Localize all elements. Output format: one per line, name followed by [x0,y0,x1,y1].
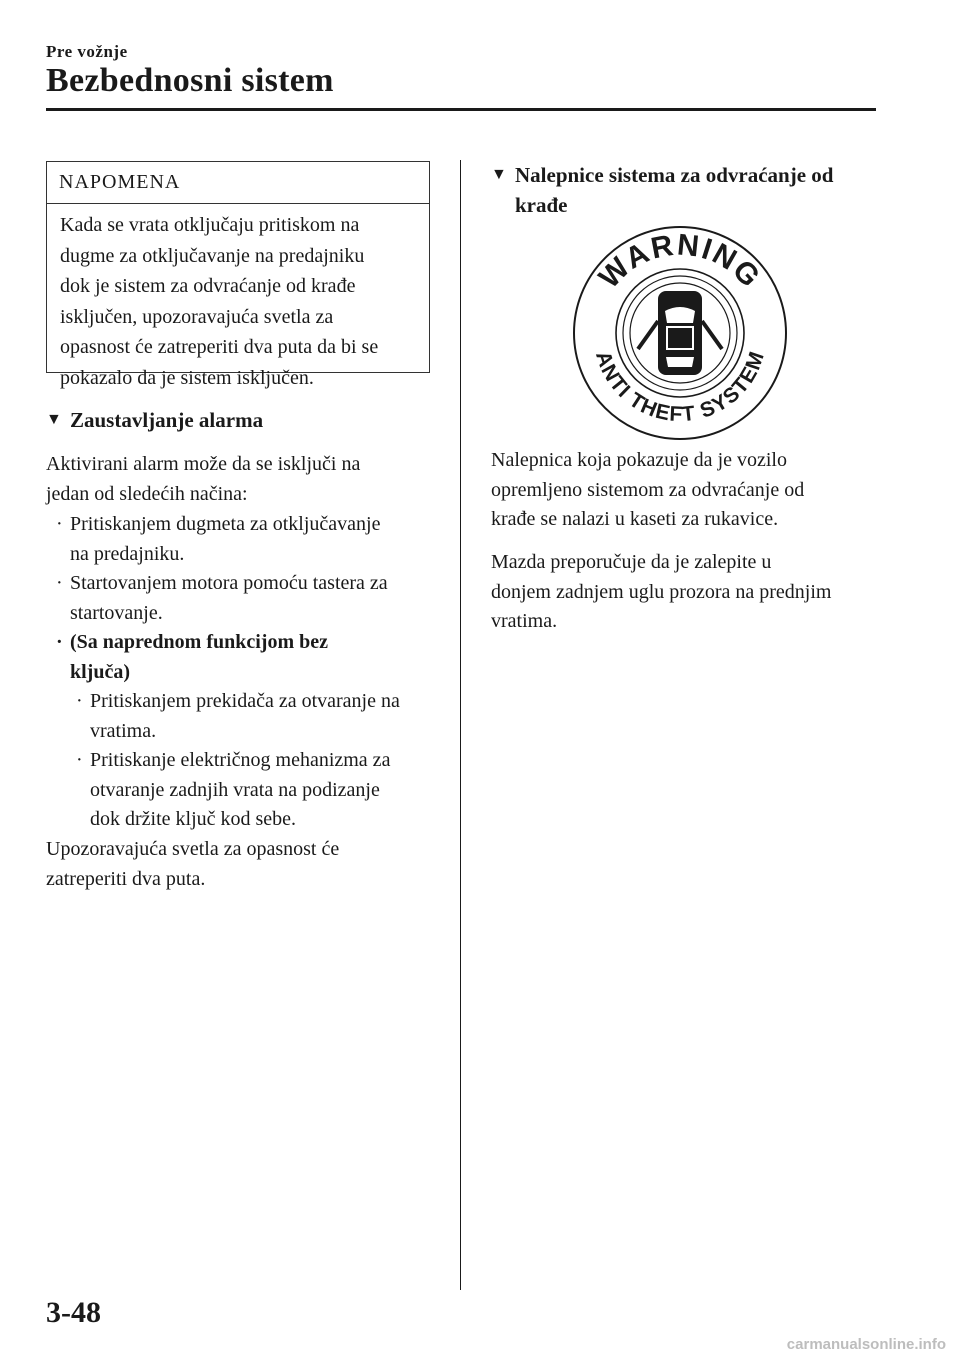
list-item-text: Pritiskanje električnog mehanizma za [90,749,391,771]
list-item-text: startovanje. [70,601,163,624]
bullet-icon: · [56,631,63,653]
text-line: Mazda preporučuje da je zalepite u [491,551,772,573]
list-item-text: ključa) [70,660,130,683]
text-line: opremljeno sistemom za odvraćanje od [491,478,805,501]
section-label: Pre vožnje [46,42,128,61]
sticker-placement-paragraph [491,548,891,637]
list-item-text: dok držite ključ kod sebe. [90,808,297,830]
column-divider [460,160,461,1290]
text-line: jedan od sledećih načina: [46,482,248,505]
text-line: krađe se nalazi u kaseti za rukavice. [491,508,779,530]
bullet-list [50,510,440,687]
note-box [46,161,430,389]
note-line: dok je sistem za odvraćanje od krađe [60,275,356,297]
bullet-icon: · [56,572,63,594]
note-line: pokazalo da je sistem isključen. [60,366,314,389]
note-line: isključen, upozoravajuća svetla za [60,305,334,328]
note-heading: NAPOMENA [47,162,429,204]
list-item-text: Pritiskanjem prekidača za otvaranje na [90,690,400,712]
footer-watermark: carmanualsonline.info [786,1336,946,1353]
section-heading-text: Zaustavljanje alarma [70,408,264,432]
text-line: Aktivirani alarm može da se isključi na [46,453,361,475]
text-line: Upozoravajuća svetla za opasnost će [46,838,340,860]
page-number: 3-48 [46,1296,101,1329]
list-item-text: Startovanjem motora pomoću tastera za [70,572,388,594]
list-item-text: (Sa naprednom funkcijom bez [70,631,328,653]
page-title: Bezbednosni sistem [46,62,334,99]
bullet-icon: · [76,690,83,712]
text-line: vratima. [491,610,558,632]
alarm-intro [46,450,446,509]
list-item [70,687,440,746]
note-line: Kada se vrata otključaju pritiskom na [60,214,360,236]
sub-bullet-list [70,687,440,835]
sticker-location-paragraph [491,446,891,535]
text-line: zatreperiti dva puta. [46,867,206,890]
list-item [50,510,440,569]
section-heading-sticker [491,160,891,220]
list-item [70,746,440,835]
bullet-icon: · [56,513,63,535]
note-line: opasnost će zatreperiti dva puta da bi se [60,336,379,358]
text-line: Nalepnica koja pokazuje da je vozilo [491,449,787,471]
anti-theft-warning-sticker [570,225,790,440]
title-rule [46,108,876,111]
alarm-closing [46,835,446,894]
note-line: dugme za otključavanje na predajniku [60,244,365,267]
list-item-text: otvaranje zadnjih vrata na podizanje [90,778,380,801]
sticker-warning-text: WARNING [592,228,768,295]
section-heading-alarm [46,405,263,435]
list-item-text: Pritiskanjem dugmeta za otključavanje [70,513,381,535]
section-heading-text: Nalepnice sistema za odvraćanje od [515,163,834,187]
list-item-text: na predajniku. [70,542,185,565]
triangle-marker-icon: ▼ [491,166,507,183]
sticker-anti-theft-text: ANTI THEFT SYSTEM [590,348,770,427]
note-body [47,204,429,393]
section-heading-text: krađe [515,193,568,217]
text-line: donjem zadnjem uglu prozora na prednjim [491,580,832,603]
bullet-icon: · [76,749,83,771]
list-item [50,569,440,628]
list-item-text: vratima. [90,719,157,742]
list-item [50,628,440,687]
triangle-marker-icon: ▼ [46,411,62,428]
